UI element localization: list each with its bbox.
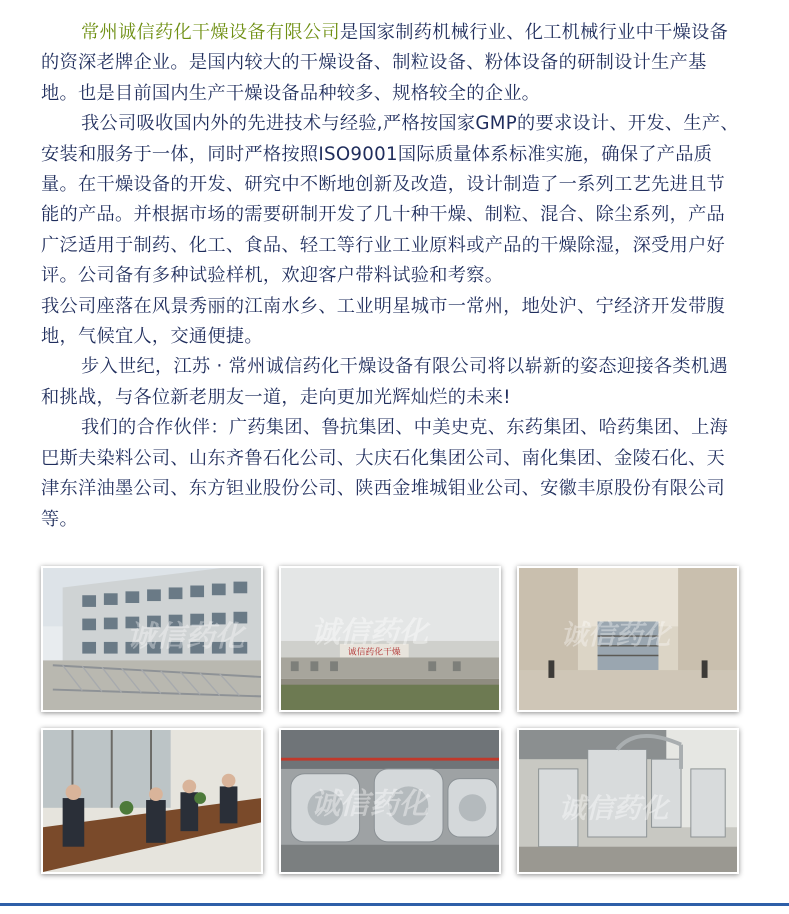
factory-building-photo [41, 566, 263, 712]
intro-paragraph-1: 常州诚信药化干燥设备有限公司是国家制药机械行业、化工机械行业中干燥设备的资深老牌企业。是国内较大的干燥设备、制粒设备、粉体设备的研制设计生产基地。也是目前国内生产干燥设备品种较多、规格较全的企业。 [41, 22, 729, 104]
meeting-room-photo [41, 728, 263, 874]
company-introduction [41, 18, 741, 535]
intro-paragraph-4: 步入世纪，江苏 · 常州诚信药化干燥设备有限公司将以崭新的姿态迎接各类机遇和挑战，与各位新老朋友一道，走向更加光辉灿烂的未来! [41, 356, 728, 408]
intro-paragraph-5: 我们的合作伙伴：广药集团、鲁抗集团、中美史克、东药集团、哈药集团、上海巴斯夫染料公司、山东齐鲁石化公司、大庆石化集团公司、南化集团、金陵石化、天津东洋油墨公司、东方钽业股份公司、陕西金堆城钼业公司、安徽丰原股份有限公司等。 [41, 417, 729, 530]
svg-text:诚信药化: 诚信药化 [310, 786, 429, 821]
photo-gallery [41, 566, 739, 878]
bottom-divider [0, 903, 789, 906]
vacuum-dryer-equipment-photo [279, 728, 501, 874]
lobby-staircase-photo [517, 566, 739, 712]
workshop-exterior-photo [279, 566, 501, 712]
svg-text:诚信药化: 诚信药化 [126, 618, 245, 653]
granulator-equipment-photo [517, 728, 739, 874]
svg-text:诚信药化: 诚信药化 [310, 615, 429, 649]
svg-text:诚信药化: 诚信药化 [558, 793, 669, 825]
intro-paragraph-3: 我公司座落在风景秀丽的江南水乡、工业明星城市一常州，地处沪、宁经济开发带腹地，气候宜人，交通便捷。 [41, 295, 726, 348]
company-name: 常州诚信药化干燥设备有限公司 [81, 22, 340, 43]
svg-text:诚信药化干燥: 诚信药化干燥 [347, 647, 401, 658]
intro-paragraph-2: 我公司吸收国内外的先进技术与经验,严格按国家GMP的要求设计、开发、生产、安装和服务于一体，同时严格按照ISO9001国际质量体系标准实施，确保了产品质量。在干燥设备的开发、研究中不断地创新及改造，设计制造了一系列工艺先进且节能的产品。并根据市场的需要研制开发了几十种干燥、制粒、混合、除尘系列，产品广泛适用于制药、化工、食品、轻工等行业工业原料或产品的干燥除湿，深受用户好评。公司备有多种试验样机，欢迎客户带料试验和考察。 [41, 113, 739, 287]
svg-text:诚信药化: 诚信药化 [560, 619, 671, 651]
